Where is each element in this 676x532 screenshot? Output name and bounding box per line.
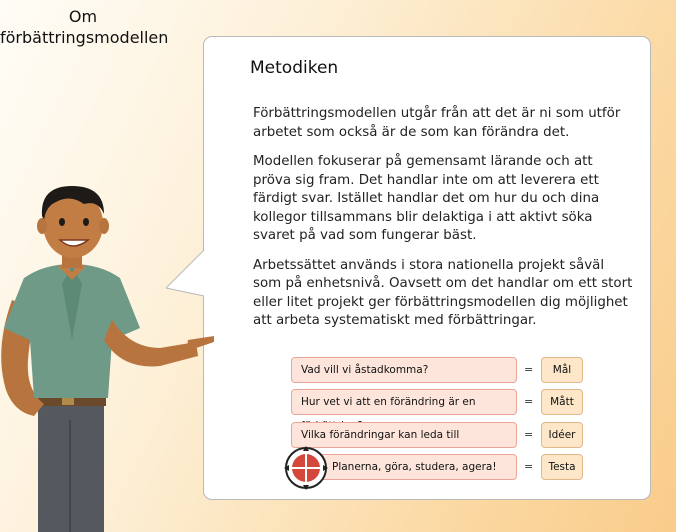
- page-title-line2: förbättringsmodellen: [0, 28, 169, 47]
- question-box: Vad vill vi åstadkomma?: [291, 357, 517, 383]
- panel-title: Metodiken: [250, 58, 339, 78]
- pdsa-cycle-icon: [284, 446, 328, 490]
- answer-box: Mål: [541, 357, 583, 383]
- equals-sign: =: [524, 395, 534, 408]
- page-title: [0, 6, 169, 48]
- equals-sign: =: [524, 428, 534, 441]
- equals-sign: =: [524, 460, 534, 473]
- answer-box: Mått: [541, 389, 583, 415]
- question-box: Vilka förändringar kan leda till: [291, 422, 517, 448]
- paragraph-3: Arbetssättet används i stora nationella projekt såväl som på enhetsnivå. Oavsett om det handlar om ett stort eller litet projekt ger förbättringsmodellen dig möjlighet att arbeta systematiskt med förbättringar.: [253, 257, 633, 328]
- equals-sign: =: [524, 363, 534, 376]
- paragraph-2: Modellen fokuserar på gemensamt lärande och att pröva sig fram. Det handlar inte om att leverera ett färdigt svar. Istället handlar det om hur du och dina kollegor tillsammans blir delaktiga i att aktivt söka svaret på vad som fungerar bäst.: [253, 154, 600, 243]
- answer-box: Idéer: [541, 422, 583, 448]
- presenter-illustration: [0, 180, 220, 532]
- question-box: Hur vet vi att en förändring är en: [291, 389, 517, 415]
- paragraph-1: Förbättringsmodellen utgår från att det är ni som utför arbetet som också är de som kan förändra det.: [253, 106, 621, 140]
- answer-box: Testa: [541, 454, 583, 480]
- question-box: Planerna, göra, studera, agera!: [291, 454, 517, 480]
- panel-body: [253, 105, 633, 342]
- page-title-line1: Om: [68, 7, 98, 26]
